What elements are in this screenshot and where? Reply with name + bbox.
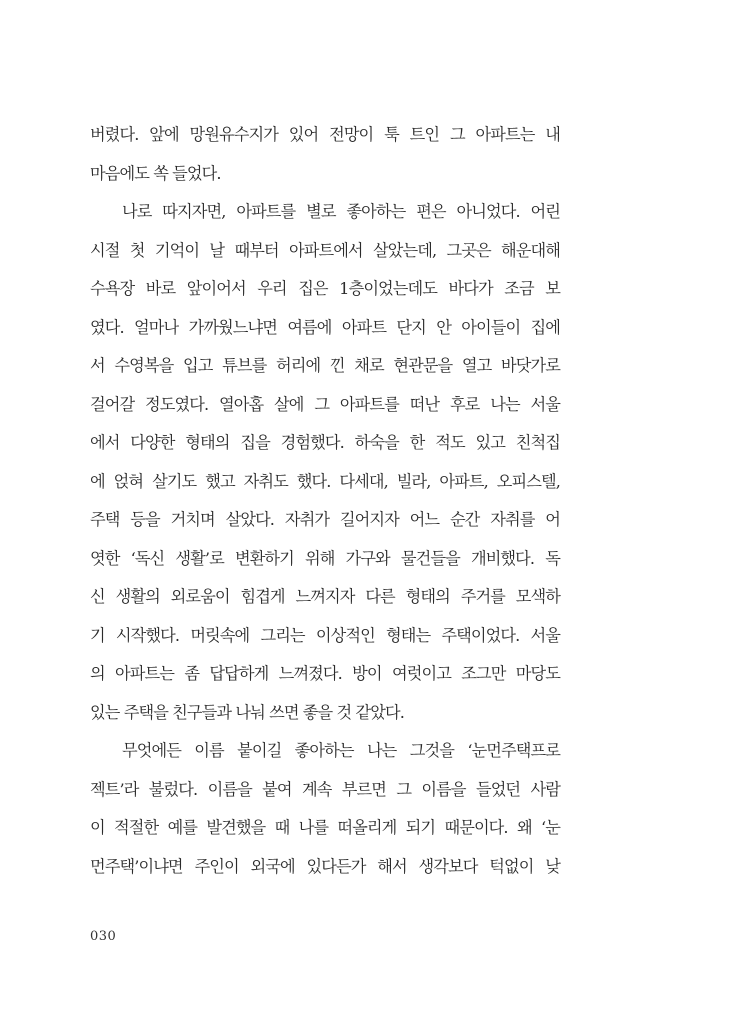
text-line: 에서 다양한 형태의 집을 경험했다. 하숙을 한 적도 있고 친척집: [90, 433, 560, 452]
text-line: 의 아파트는 좀 답답하게 느껴졌다. 방이 여럿이고 조그만 마당도: [90, 664, 560, 683]
body-text: [90, 116, 560, 886]
text-line: 젝트’라 불렀다. 이름을 붙여 계속 부르면 그 이름을 들었던 사람: [90, 779, 560, 799]
text-line: 걸어갈 정도였다. 열아홉 살에 그 아파트를 떠난 후로 나는 서울: [90, 394, 560, 414]
text-line: 엿한 ‘독신 생활’로 변환하기 위해 가구와 물건들을 개비했다. 독: [90, 548, 560, 568]
text-line: 였다. 얼마나 가까웠느냐면 여름에 아파트 단지 안 아이들이 집에: [90, 317, 560, 337]
text-line: 에 얹혀 살기도 했고 자취도 했다. 다세대, 빌라, 아파트, 오피스텔,: [90, 471, 560, 491]
text-line: 시절 첫 기억이 날 때부터 아파트에서 살았는데, 그곳은 해운대해: [90, 240, 560, 260]
text-line: 버렸다. 앞에 망원유수지가 있어 전망이 툭 트인 그 아파트는 내: [90, 125, 560, 144]
text-line: 먼주택’이냐면 주인이 외국에 있다든가 해서 생각보다 턱없이 낮: [90, 856, 560, 876]
text-line: 이 적절한 예를 발견했을 때 나를 떠올리게 되기 때문이다. 왜 ‘눈: [90, 818, 560, 837]
text-line: 마음에도 쏙 들었다.: [90, 163, 221, 183]
text-line: 나로 따지자면, 아파트를 별로 좋아하는 편은 아니었다. 어린: [122, 202, 560, 221]
text-line: 서 수영복을 입고 튜브를 허리에 낀 채로 현관문을 열고 바닷가로: [90, 356, 560, 375]
text-line: 무엇에든 이름 붙이길 좋아하는 나는 그것을 ‘눈먼주택프로: [122, 741, 560, 760]
text-line: 주택 등을 거치며 살았다. 자취가 길어지자 어느 순간 자취를 어: [90, 510, 560, 529]
text-line: 기 시작했다. 머릿속에 그리는 이상적인 형태는 주택이었다. 서울: [90, 625, 560, 645]
page-number: 030: [90, 929, 117, 944]
text-line: 있는 주택을 친구들과 나눠 쓰면 좋을 것 같았다.: [90, 702, 404, 722]
text-line: 수욕장 바로 앞이어서 우리 집은 1층이었는데도 바다가 조금 보: [90, 279, 560, 298]
text-line: 신 생활의 외로움이 힘겹게 느껴지자 다른 형태의 주거를 모색하: [90, 587, 560, 606]
